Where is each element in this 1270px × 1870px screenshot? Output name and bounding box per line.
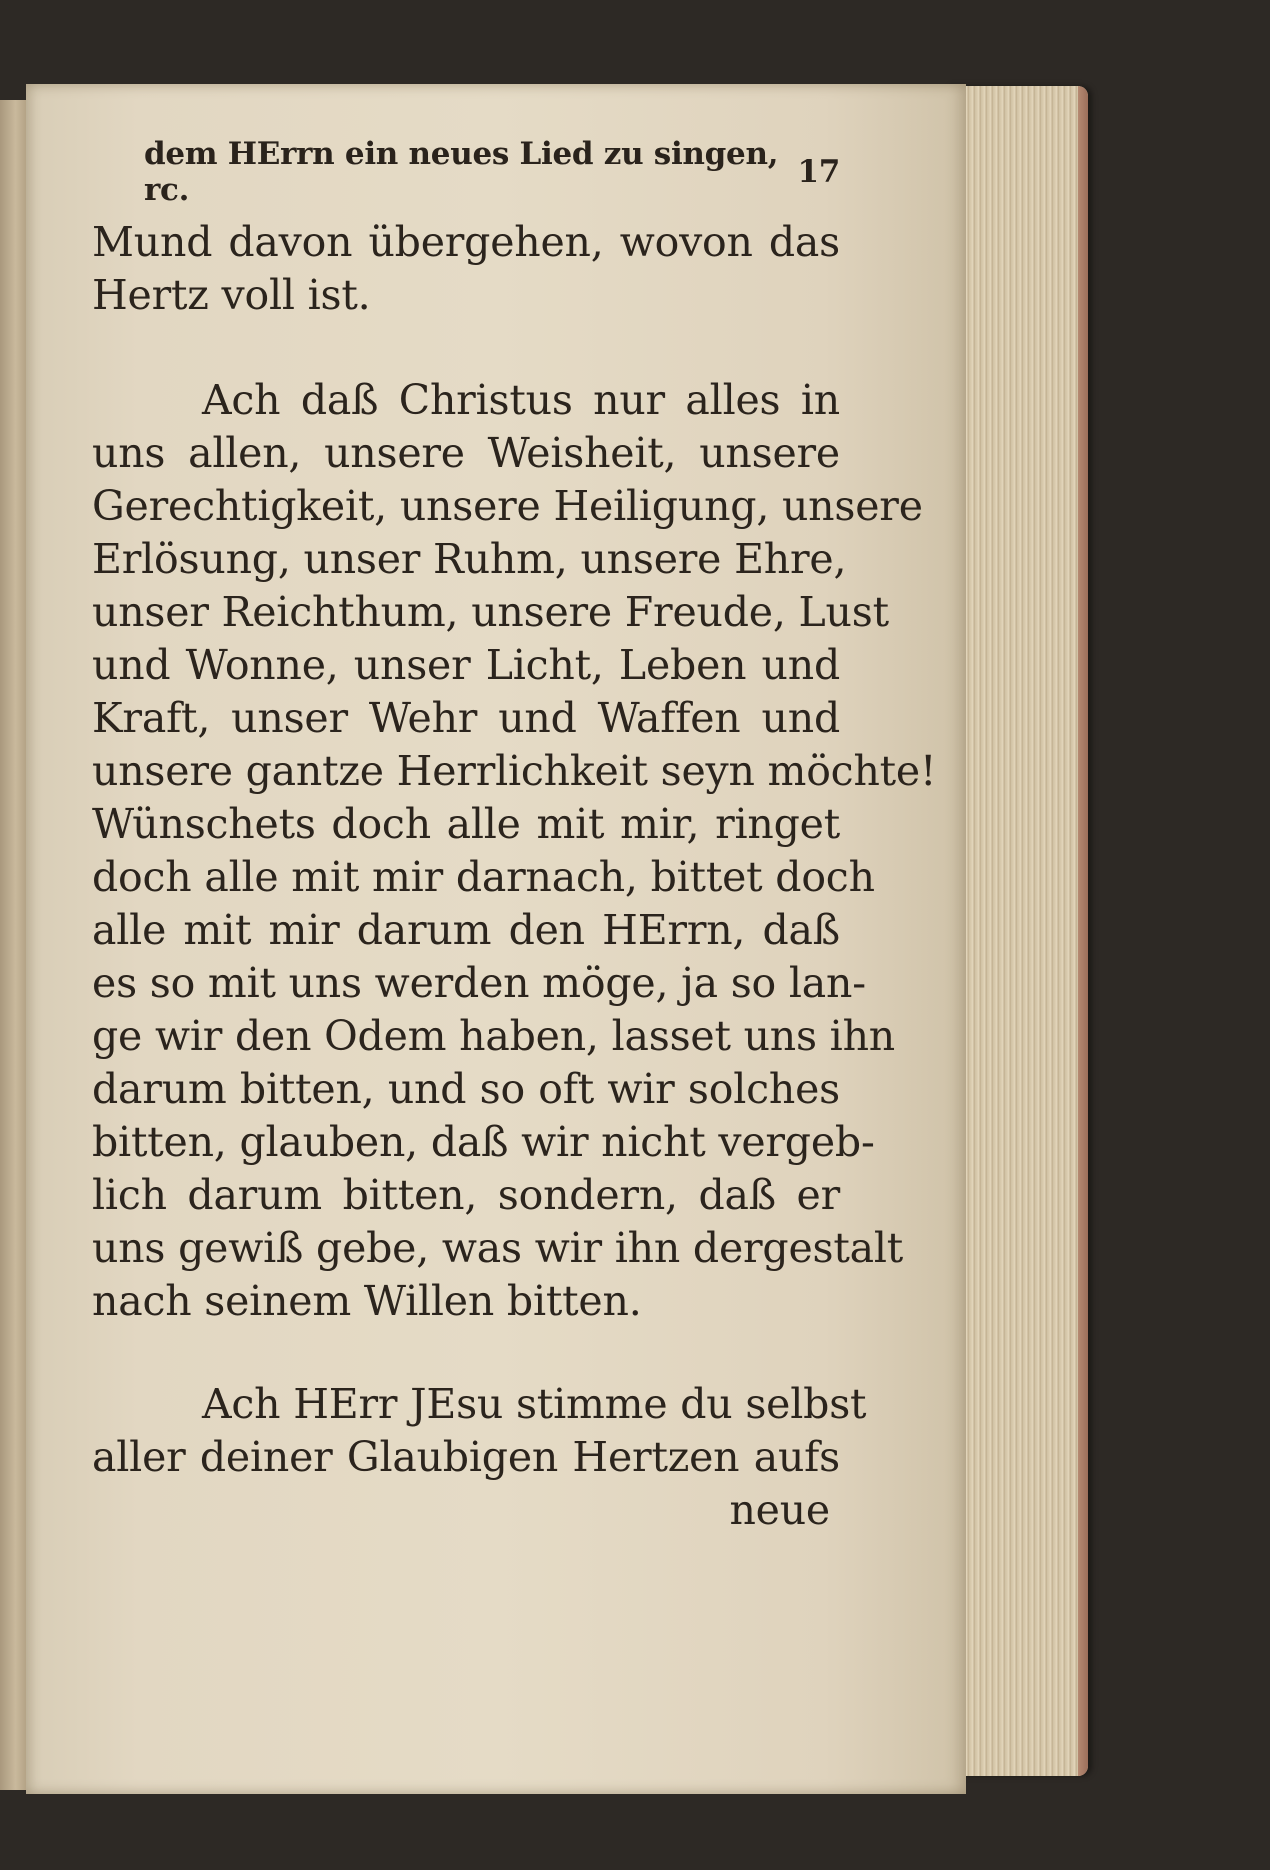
text-line: darum bitten, und so oft wir solches	[92, 1065, 840, 1113]
text-line: Ach daß Christus nur alles in	[202, 376, 840, 424]
text-line: uns gewiß gebe, was wir ihn dergestalt	[92, 1224, 904, 1272]
text-line: Ach HErr JEsu stimme du selbst	[202, 1380, 867, 1428]
text-line: ge wir den Odem haben, lasset uns ihn	[92, 1012, 896, 1060]
text-line: Erlösung, unser Ruhm, unsere Ehre,	[92, 535, 847, 583]
page-number: 17	[797, 154, 840, 190]
text-line: Mund davon übergehen, wovon das	[92, 218, 840, 266]
page-edges	[946, 86, 1088, 1776]
previous-page-edge	[0, 100, 28, 1790]
running-header	[144, 136, 840, 208]
text-line: Wünschets doch alle mit mir, ringet	[92, 800, 840, 848]
text-line: und Wonne, unser Licht, Leben und	[92, 641, 840, 689]
text-line: alle mit mir darum den HErrn, daß	[92, 906, 840, 954]
text-line: nach seinem Willen bitten.	[92, 1277, 642, 1325]
text-line: Gerechtigkeit, unsere Heiligung, unsere	[92, 482, 923, 530]
text-line: es so mit uns werden möge, ja so lan-	[92, 959, 866, 1007]
paragraph-2	[92, 374, 937, 1328]
text-line: Hertz voll ist.	[92, 271, 371, 319]
text-line: uns allen, unsere Weisheit, unsere	[92, 429, 840, 477]
paragraph-3	[92, 1378, 867, 1537]
text-line: unser Reichthum, unsere Freude, Lust	[92, 588, 889, 636]
text-line: doch alle mit mir darnach, bittet doch	[92, 853, 875, 901]
text-line: unsere gantze Herrlichkeit seyn möchte!	[92, 747, 937, 795]
text-line: lich darum bitten, sondern, daß er	[92, 1171, 840, 1219]
paragraph-1	[92, 216, 840, 322]
page-text	[92, 216, 937, 1537]
text-line: aller deiner Glaubigen Hertzen aufs	[92, 1433, 840, 1481]
catchword: neue	[729, 1486, 830, 1534]
running-title: dem HErrn ein neues Lied zu singen, rc.	[144, 136, 779, 208]
text-line: Kraft, unser Wehr und Waffen und	[92, 694, 840, 742]
text-line: bitten, glauben, daß wir nicht vergeb-	[92, 1118, 875, 1166]
